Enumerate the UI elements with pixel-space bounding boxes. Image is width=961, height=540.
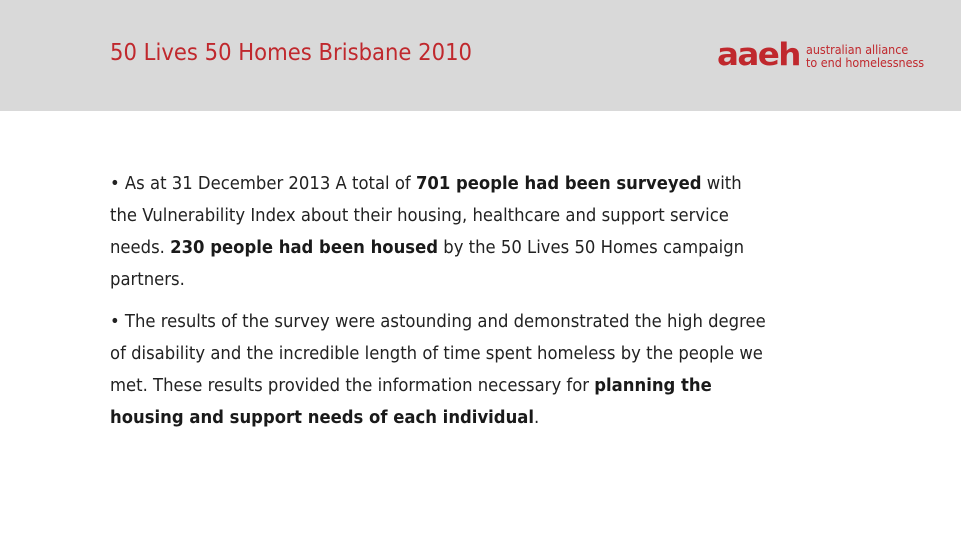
bullet-paragraph-results bbox=[110, 306, 768, 434]
para1-bold-housed: 230 people had been housed bbox=[170, 238, 439, 258]
para2-bold-planning: planning the housing and support needs of each individual bbox=[110, 376, 712, 428]
para1-bold-surveyed: 701 people had been surveyed bbox=[415, 174, 702, 194]
slide-body bbox=[110, 168, 790, 444]
para2-text-1: • The results of the survey were astounding and demonstrated the high degree of disability and the incredible length of time spent homeless by the people we met. These results provided the information necessary for bbox=[110, 312, 766, 396]
para1-text-2: with the Vulnerability Index about their housing, healthcare and support service needs. bbox=[110, 174, 742, 258]
logo-line-2: to end homelessness bbox=[805, 56, 925, 70]
slide-title: 50 Lives 50 Homes Brisbane 2010 bbox=[110, 40, 473, 66]
para2-text-2: . bbox=[534, 408, 540, 428]
logo-mark: aaeh bbox=[717, 37, 800, 73]
para1-text-3: by the 50 Lives 50 Homes campaign partners. bbox=[110, 238, 745, 290]
logo-text bbox=[806, 44, 924, 70]
bullet-paragraph-survey bbox=[110, 168, 768, 296]
para1-text-1: • As at 31 December 2013 A total of bbox=[110, 174, 416, 194]
logo-line-1: australian alliance bbox=[805, 43, 909, 57]
aaeh-logo bbox=[717, 37, 933, 74]
